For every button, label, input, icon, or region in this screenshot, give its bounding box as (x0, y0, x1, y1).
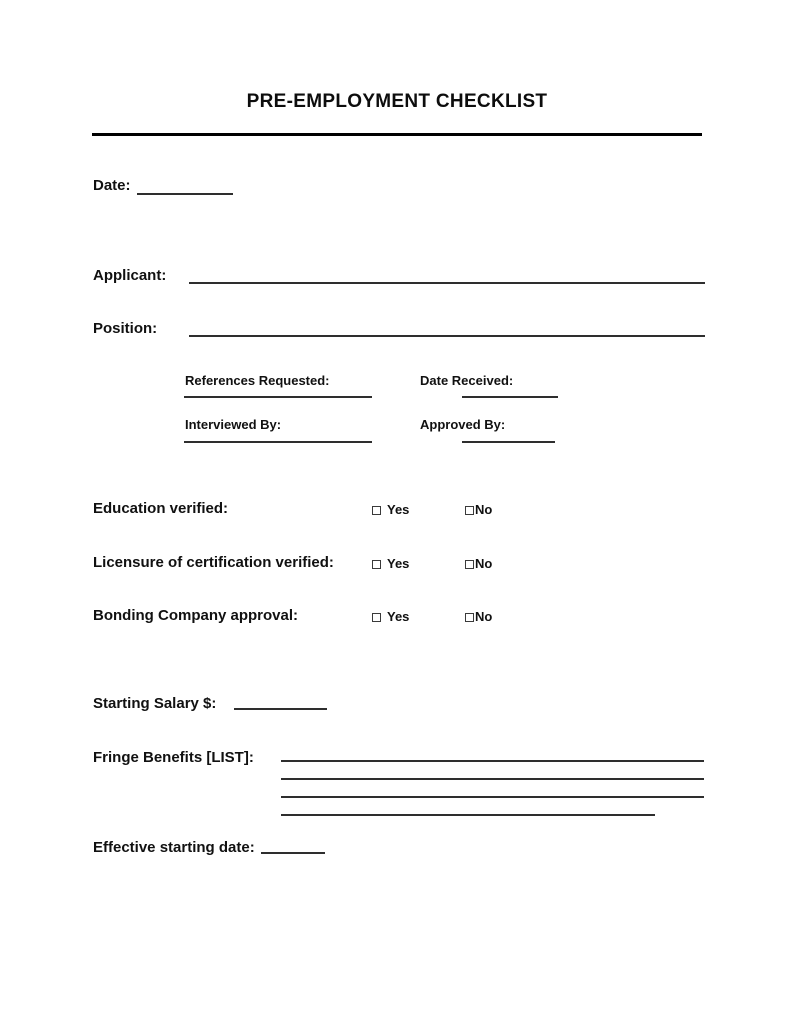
fringe-benefits-field-line-2[interactable] (281, 766, 704, 780)
page-title: PRE-EMPLOYMENT CHECKLIST (246, 91, 548, 112)
bonding-approval-no-option[interactable] (465, 609, 492, 624)
bonding-approval-label: Bonding Company approval: (93, 607, 299, 624)
applicant-label: Applicant: (93, 267, 167, 284)
yes-option-label: Yes (387, 502, 410, 517)
starting-salary-field-line[interactable] (234, 692, 327, 710)
approved-by-field-line[interactable] (462, 430, 555, 443)
education-verified-yes-checkbox-icon[interactable] (372, 506, 381, 515)
licensure-verified-no-checkbox-icon[interactable] (465, 560, 474, 569)
position-label: Position: (93, 320, 158, 337)
education-verified-no-checkbox-icon[interactable] (465, 506, 474, 515)
no-option-label: No (475, 502, 493, 517)
no-option-label: No (475, 556, 493, 571)
education-verified-label: Education verified: (93, 500, 229, 517)
education-verified-yes-option[interactable] (372, 502, 409, 517)
fringe-benefits-label: Fringe Benefits [LIST]: (93, 749, 254, 766)
yes-option-label: Yes (387, 556, 410, 571)
applicant-field-line[interactable] (189, 266, 705, 284)
date-received-field-line[interactable] (462, 385, 558, 398)
education-verified-no-option[interactable] (465, 502, 492, 517)
references-requested-label: References Requested: (185, 373, 330, 388)
bonding-approval-no-checkbox-icon[interactable] (465, 613, 474, 622)
position-field-line[interactable] (189, 319, 705, 337)
interviewed-by-field-line[interactable] (184, 430, 372, 443)
approved-by-label: Approved By: (420, 417, 506, 432)
date-field-line[interactable] (137, 177, 233, 195)
title-divider (92, 133, 702, 136)
interviewed-by-label: Interviewed By: (185, 417, 282, 432)
licensure-verified-no-option[interactable] (465, 556, 492, 571)
date-label: Date: (93, 177, 131, 194)
bonding-approval-yes-option[interactable] (372, 609, 409, 624)
effective-starting-date-field-line[interactable] (261, 836, 325, 854)
yes-option-label: Yes (387, 609, 410, 624)
fringe-benefits-field-line-3[interactable] (281, 784, 704, 798)
effective-starting-date-label: Effective starting date: (93, 839, 255, 856)
date-received-label: Date Received: (420, 373, 514, 388)
licensure-verified-label: Licensure of certification verified: (93, 554, 334, 571)
licensure-verified-yes-checkbox-icon[interactable] (372, 560, 381, 569)
fringe-benefits-field-line-1[interactable] (281, 748, 704, 762)
no-option-label: No (475, 609, 493, 624)
references-requested-field-line[interactable] (184, 385, 372, 398)
licensure-verified-yes-option[interactable] (372, 556, 409, 571)
bonding-approval-yes-checkbox-icon[interactable] (372, 613, 381, 622)
fringe-benefits-field-line-4[interactable] (281, 802, 655, 816)
starting-salary-label: Starting Salary $: (93, 695, 217, 712)
